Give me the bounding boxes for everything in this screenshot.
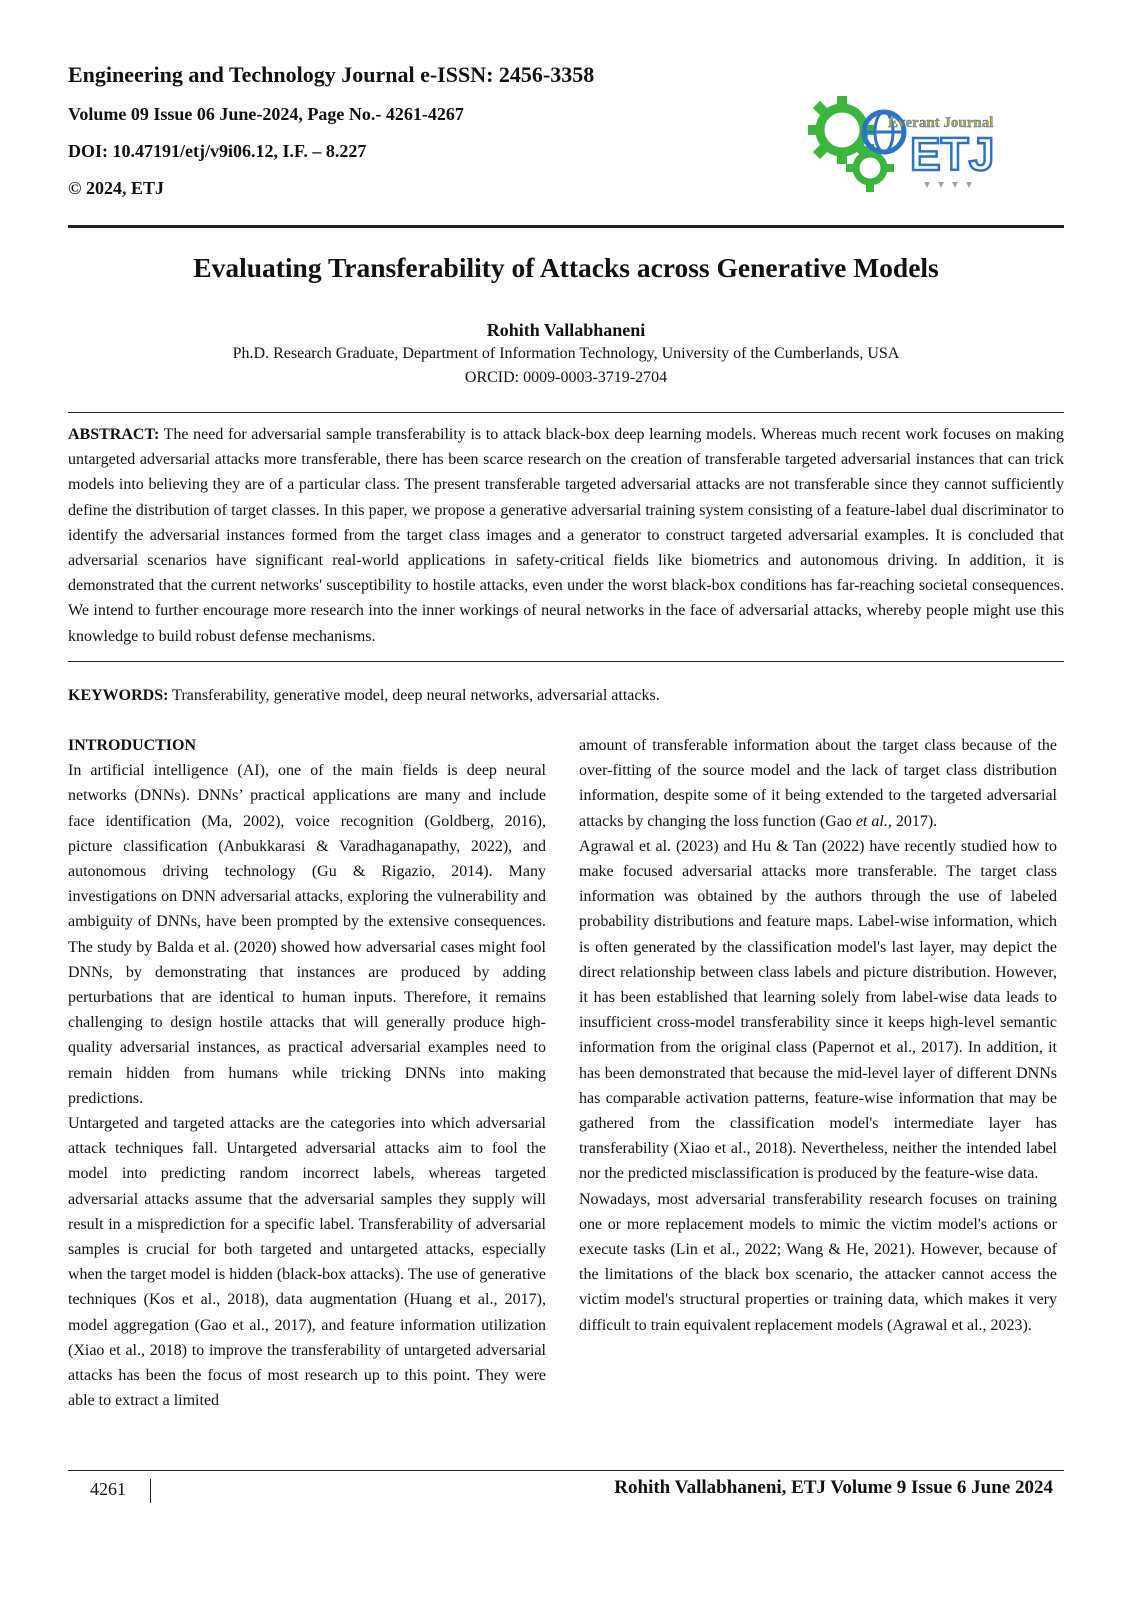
paper-title: Evaluating Transferability of Attacks across Generative Models <box>193 252 939 283</box>
footer-rule <box>68 1470 1064 1471</box>
keywords-label: KEYWORDS: <box>68 687 169 704</box>
gear-logo-icon <box>806 92 1020 202</box>
paragraph <box>579 733 1057 834</box>
author-affiliation: Ph.D. Research Graduate, Department of Information Technology, University of the Cumberlands, USA <box>232 345 900 362</box>
journal-name: Engineering and Technology Journal e-ISSN: 2456-3358 <box>68 62 595 87</box>
paragraph-text: amount of transferable information about the target class because of the over-fitting of the source model and the lack of target class distribution information, despite some of it being extended to the targeted adversarial attacks by changing the loss function (Gao <box>579 737 1057 830</box>
abstract-top-rule <box>68 412 1064 413</box>
abstract-text: The need for adversarial sample transferability is to attack black-box deep learning models. Whereas much recent work focuses on making untargeted adversarial attacks more transferable, there has been scarce research on the creation of transferable targeted adversarial instances that can trick models into believing they are of a particular class. The present transferable targeted adversarial attacks are not transferable since they cannot sufficiently define the distribution of target classes. In this paper, we propose a generative adversarial training system consisting of a feature-label dual discriminator to identify the adversarial instances formed from the target class images and a generator to construct targeted adversarial examples. It is concluded that adversarial scenarios have significant real-world applications in safety-critical fields like biometrics and autonomous driving. In addition, it is demonstrated that the current networks' susceptibility to hostile attacks, even under the worst black-box conditions has far-reaching societal consequences. We intend to further encourage more research into the inner workings of neural networks in the face of adversarial attacks, whereby people might use this knowledge to build robust defense mechanisms. <box>68 426 1065 645</box>
logo-main-text: ETJ <box>910 128 995 180</box>
paragraph: Nowadays, most adversarial transferability research focuses on training one or more replacement models to mimic the victim model's actions or execute tasks (Lin et al., 2022; Wang & He, 2021). However, because of the limitations of the black box scenario, the attacker cannot access the victim model's structural properties or training data, which makes it very difficult to train equivalent replacement models (Agrawal et al., 2023). <box>579 1190 1057 1334</box>
author-orcid: ORCID: 0009-0003-3719-2704 <box>464 369 668 386</box>
keywords <box>68 684 1064 708</box>
header-rule <box>68 225 1064 228</box>
abstract <box>68 422 1064 649</box>
journal-copyright: © 2024, ETJ <box>68 178 164 198</box>
paragraph: In artificial intelligence (AI), one of the main fields is deep neural networks (DNNs). DNNs’ practical applications are many and include face identification (Ma, 2002), voice recognition (Goldberg, 2016), picture classification (Anbukkarasi & Varadhaganapathy, 2022), and autonomous driving technology (Gu & Rigazio, 2014). Many investigations on DNN adversarial attacks, exploring the vulnerability and ambiguity of DNNs, have been prompted by the extensive consequences. The study by Balda et al. (2020) showed how adversarial cases might fool DNNs, by demonstrating that instances are produced by adding perturbations that are identical to human inputs. Therefore, it remains challenging to design hostile attacks that will generally produce high-quality adversarial instances, as practical adversarial examples need to remain hidden from humans while tricking DNNs into making predictions. <box>68 762 546 1107</box>
journal-volume: Volume 09 Issue 06 June-2024, Page No.- 4261-4267 <box>68 104 464 124</box>
paragraph: Untargeted and targeted attacks are the categories into which adversarial attack techniques fall. Untargeted adversarial attacks aim to fool the model into predicting random incorrect labels, whereas targeted adversarial attacks assume that the adversarial samples they supply will result in a misprediction for a specific label. Transferability of adversarial samples is crucial for both targeted and untargeted attacks, especially when the target model is hidden (black-box attacks). The use of generative techniques (Kos et al., 2018), data augmentation (Huang et al., 2017), model aggregation (Gao et al., 2017), and feature information utilization (Xiao et al., 2018) to improve the transferability of untargeted adversarial attacks has been the focus of most research up to this point. They were able to extract a limited <box>68 1115 546 1410</box>
footer-separator <box>150 1479 151 1503</box>
paragraph-text: 2017). <box>891 812 938 830</box>
logo-top-text: Everant Journal <box>888 115 994 131</box>
body-column-right <box>579 733 1057 1338</box>
journal-header <box>68 62 768 199</box>
author-name: Rohith Vallabhaneni <box>486 320 646 340</box>
citation-emphasis: et al., <box>855 812 892 830</box>
paragraph: Agrawal et al. (2023) and Hu & Tan (2022) have recently studied how to make focused adversarial attacks more transferable. The target class information was obtained by the authors through the use of labeled probability distributions and feature maps. Label-wise information, which is often generated by the classification model's last layer, may depict the direct relationship between class labels and picture distribution. However, it has been established that learning solely from label-wise data leads to insufficient cross-model transferability since it keeps high-level semantic information from the original class (Papernot et al., 2017). In addition, it has been demonstrated that because the mid-level layer of different DNNs has comparable activation patterns, feature-wise information that may be gathered from the classification model's intermediate layer has transferability (Xiao et al., 2018). Nevertheless, neither the intended label nor the predicted misclassification is produced by the feature-wise data. <box>579 837 1057 1183</box>
body-column-left <box>68 733 546 1413</box>
journal-logo <box>806 92 1020 202</box>
keywords-text: Transferability, generative model, deep neural networks, adversarial attacks. <box>172 687 660 704</box>
page-number: 4261 <box>90 1479 126 1499</box>
footer-citation: Rohith Vallabhaneni, ETJ Volume 9 Issue 6 June 2024 <box>614 1477 1053 1498</box>
abstract-bottom-rule <box>68 661 1064 662</box>
abstract-label: ABSTRACT: <box>68 426 160 443</box>
journal-doi: DOI: 10.47191/etj/v9i06.12, I.F. – 8.227 <box>68 141 367 161</box>
section-heading: INTRODUCTION <box>68 737 197 754</box>
